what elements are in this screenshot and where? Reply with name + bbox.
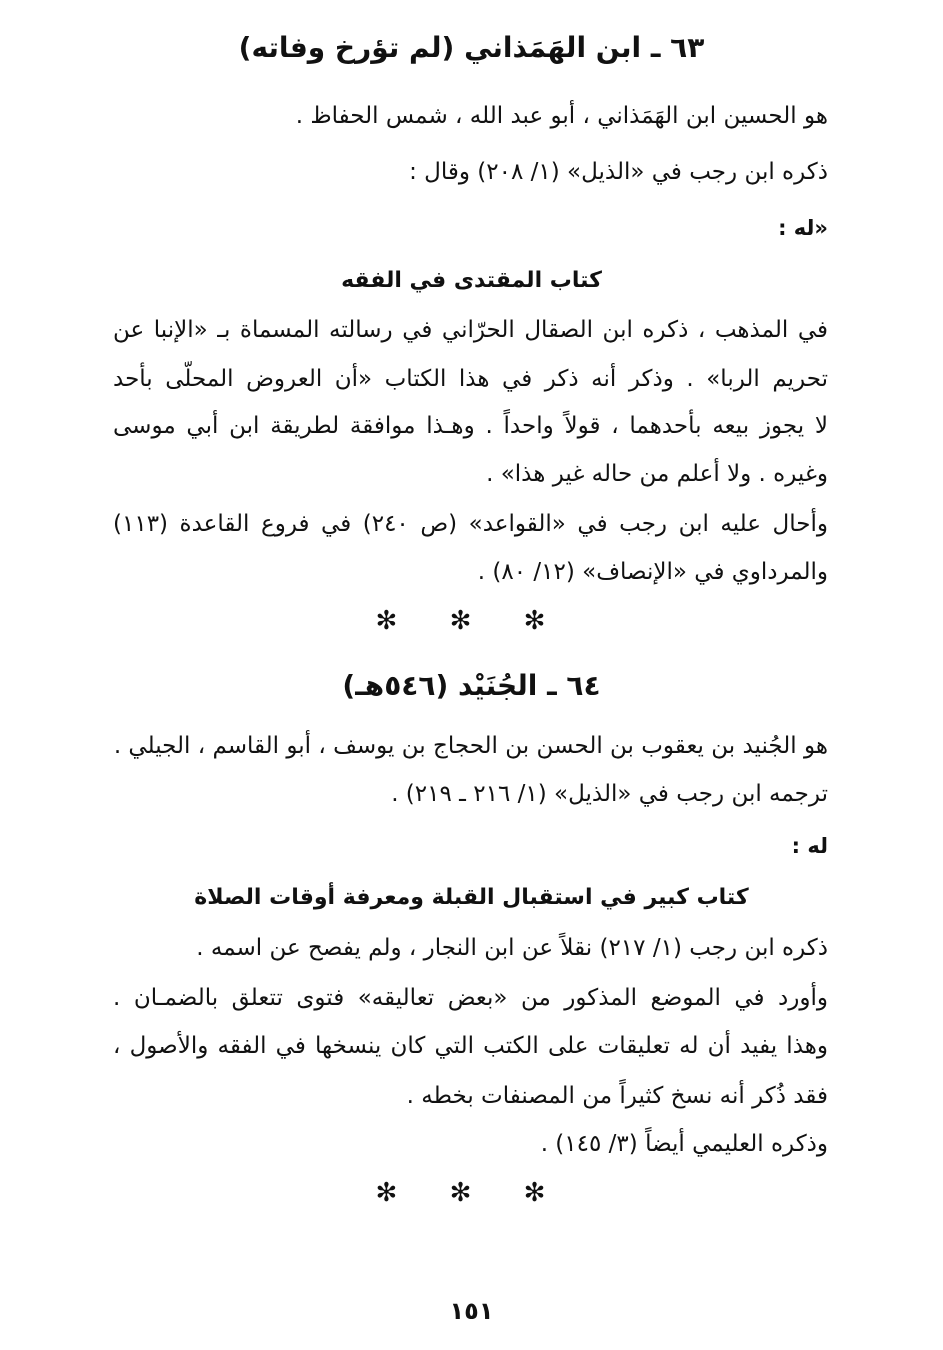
entry-63-line-1: هو الحسين ابن الهَمَذاني ، أبو عبد الله ، شمس الحفاظ .	[295, 103, 828, 129]
entry-63-line-2: ذكره ابن رجب في «الذيل» (١/ ٢٠٨) وقال :	[409, 159, 828, 185]
entry-63-book-line-2: تحريم الربا» . وذكر أنه ذكر في هذا الكتاب «أن العروض المحلّى بأحد	[113, 366, 828, 392]
entry-64-line-1: هو الجُنيد بن يعقوب بن الحسن بن الحجاج بن يوسف ، أبو القاسم ، الجيلي .	[113, 733, 828, 759]
section-separator-2: ✻ ✻ ✻	[375, 1178, 568, 1208]
entry-64-book-line-3: وهذا يفيد أن له تعليقات على الكتب التي كان ينسخها في الفقه والأصول ،	[113, 1033, 828, 1059]
entry-63-heading: ٦٣ ـ ابن الهَمَذاني (لم تؤرخ وفاته)	[238, 31, 705, 64]
entry-63-book-line-4: وغيره . ولا أعلم من حاله غير هذا» .	[486, 461, 828, 487]
entry-63-book-line-3: لا يجوز بيعه بأحدهما ، قولاً واحداً . وهـذا موافقة لطريقة ابن أبي موسى	[113, 413, 828, 439]
entry-64-label: له :	[791, 834, 828, 858]
entry-64-book-line-5: وذكره العليمي أيضاً (٣/ ١٤٥) .	[540, 1131, 828, 1157]
entry-64-book-title: كتاب كبير في استقبال القبلة ومعرفة أوقات الصلاة	[194, 885, 749, 910]
entry-64-book-line-4: فقد ذُكر أنه نسخ كثيراً من المصنفات بخطه .	[406, 1083, 828, 1109]
section-separator-1: ✻ ✻ ✻	[375, 606, 568, 636]
entry-63-book-line-6: والمرداوي في «الإنصاف» (١٢/ ٨٠) .	[477, 559, 828, 585]
entry-64-heading: ٦٤ ـ الجُنَيْد (٥٤٦هـ)	[342, 669, 601, 702]
entry-64-book-line-1: ذكره ابن رجب (١/ ٢١٧) نقلاً عن ابن النجار ، ولم يفصح عن اسمه .	[196, 935, 828, 961]
entry-63-book-title: كتاب المقتدى في الفقه	[341, 268, 602, 293]
entry-63-book-line-1: في المذهب ، ذكره ابن الصقال الحرّاني في رسالته المسماة بـ «الإنبا عن	[113, 317, 828, 343]
entry-64-line-2: ترجمه ابن رجب في «الذيل» (١/ ٢١٦ ـ ٢١٩) .	[391, 781, 828, 807]
entry-63-label: «له :	[778, 216, 828, 240]
entry-63-book-line-5: وأحال عليه ابن رجب في «القواعد» (ص ٢٤٠) في فروع القاعدة (١١٣)	[113, 511, 828, 537]
page-number: ١٥١	[449, 1297, 494, 1325]
entry-64-book-line-2: وأورد في الموضع المذكور من «بعض تعاليقه» فتوى تتعلق بالضمـان .	[113, 985, 828, 1011]
